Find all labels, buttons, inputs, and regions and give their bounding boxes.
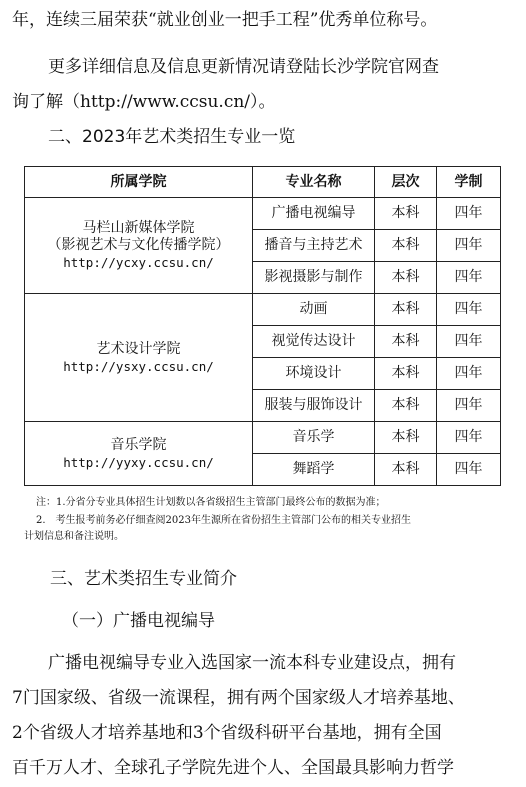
paragraph-line: 2个省级人才培养基地和3个省级科研平台基地，拥有全国 [12, 723, 442, 743]
major-duration: 四年 [437, 198, 501, 230]
major-level: 本科 [375, 454, 437, 486]
college-url[interactable]: http://ycxy.ccsu.cn/ [63, 255, 214, 270]
paragraph-line: 询了解（http://www.ccsu.cn/）。 [12, 92, 276, 112]
major-duration: 四年 [437, 454, 501, 486]
major-name: 视觉传达设计 [253, 326, 375, 358]
major-level: 本科 [375, 422, 437, 454]
college-name: 艺术设计学院 [96, 340, 181, 357]
header-college: 所属学院 [25, 167, 253, 198]
header-duration: 学制 [437, 167, 501, 198]
major-name: 环境设计 [253, 358, 375, 390]
college-cell [25, 294, 253, 422]
major-level: 本科 [375, 262, 437, 294]
major-level: 本科 [375, 358, 437, 390]
major-level: 本科 [375, 390, 437, 422]
major-name: 音乐学 [253, 422, 375, 454]
major-name: 影视摄影与制作 [253, 262, 375, 294]
table-row [25, 198, 501, 230]
major-name: 广播电视编导 [253, 198, 375, 230]
majors-table [24, 166, 501, 486]
major-name: 动画 [253, 294, 375, 326]
college-url[interactable]: http://ysxy.ccsu.cn/ [63, 358, 214, 374]
paragraph-line: 百千万人才、全球孔子学院先进个人、全国最具影响力哲学 [12, 758, 454, 778]
major-name: 服装与服饰设计 [253, 390, 375, 422]
table-note: 计划信息和备注说明。 [24, 531, 124, 542]
major-duration: 四年 [437, 422, 501, 454]
paragraph-line: 7门国家级、省级一流课程，拥有两个国家级人才培养基地、 [12, 688, 465, 708]
major-duration: 四年 [437, 326, 501, 358]
college-cell [25, 422, 253, 486]
paragraph-line: 更多详细信息及信息更新情况请登陆长沙学院官网查 [48, 57, 439, 77]
major-duration: 四年 [437, 358, 501, 390]
college-alias: （影视艺术与文化传播学院） [47, 237, 230, 253]
major-duration: 四年 [437, 230, 501, 262]
paragraph-line: 广播电视编导专业入选国家一流本科专业建设点，拥有 [48, 653, 456, 673]
college-name: 音乐学院 [110, 436, 167, 453]
college-cell [25, 198, 253, 294]
paragraph-line: 年，连续三届荣获“就业创业一把手工程”优秀单位称号。 [12, 10, 438, 30]
major-level: 本科 [375, 230, 437, 262]
major-duration: 四年 [437, 294, 501, 326]
section-heading: 二、2023年艺术类招生专业一览 [48, 127, 296, 147]
major-level: 本科 [375, 198, 437, 230]
college-url[interactable]: http://yyxy.ccsu.cn/ [63, 454, 214, 470]
college-name: 马栏山新媒体学院 [82, 220, 195, 236]
subsection-heading: （一）广播电视编导 [62, 611, 215, 631]
table-note: 2. 考生报考前务必仔细查阅2023年生源所在省份招生主管部门公布的相关专业招生 [36, 515, 411, 526]
major-duration: 四年 [437, 262, 501, 294]
table-row [25, 294, 501, 326]
section-heading: 三、艺术类招生专业简介 [50, 569, 237, 589]
major-level: 本科 [375, 294, 437, 326]
major-name: 播音与主持艺术 [253, 230, 375, 262]
major-name: 舞蹈学 [253, 454, 375, 486]
major-level: 本科 [375, 326, 437, 358]
header-level: 层次 [375, 167, 437, 198]
header-major: 专业名称 [253, 167, 375, 198]
major-duration: 四年 [437, 390, 501, 422]
table-note: 注：1.分省分专业具体招生计划数以各省级招生主管部门最终公布的数据为准； [36, 497, 386, 508]
table-header-row [25, 167, 501, 198]
table-row [25, 422, 501, 454]
